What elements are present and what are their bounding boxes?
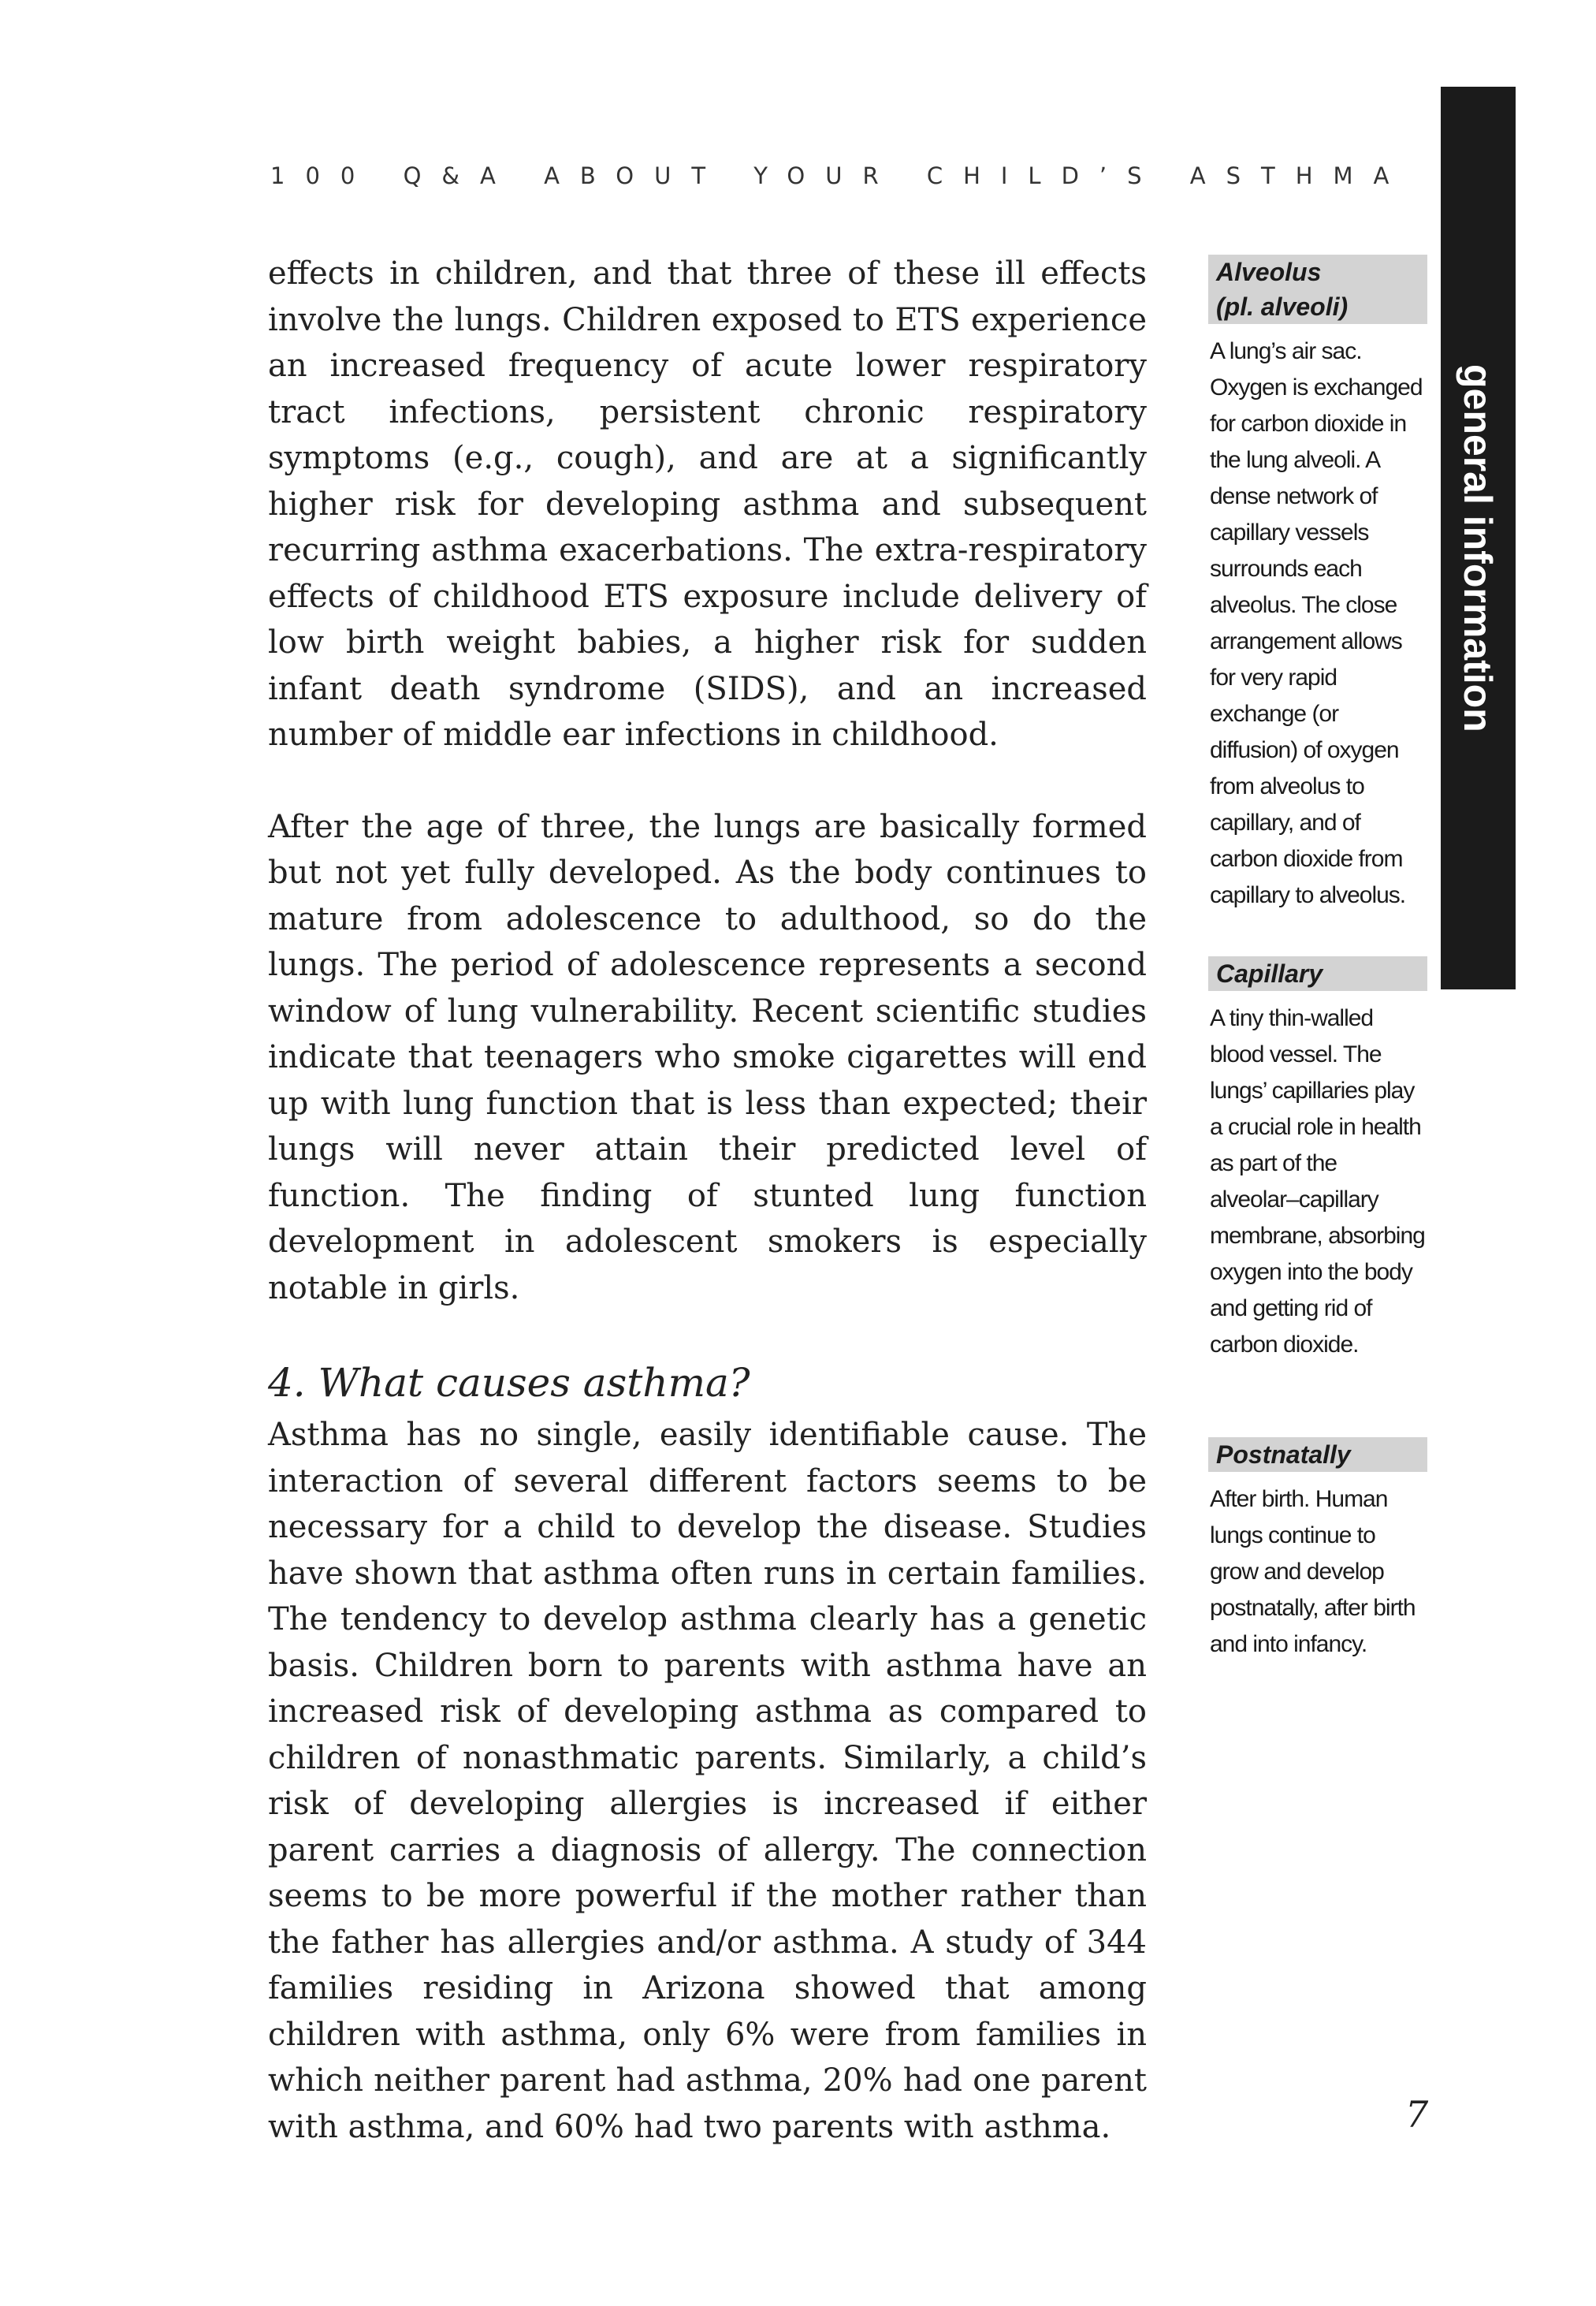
main-text-column xyxy=(268,251,1147,2150)
section-tab-label: general information xyxy=(1456,364,1500,732)
glossary-entry-capillary xyxy=(1208,956,1427,1363)
glossary-term-name: Alveolus xyxy=(1216,258,1322,286)
glossary-definition: A tiny thin-walled blood vessel. The lungs’ capillaries play a crucial role in health as part of the alveolar–capillary membrane, absorbing oxygen into the body and getting rid of carbon dioxide. xyxy=(1210,1005,1425,1358)
glossary-entry-postnatally xyxy=(1208,1437,1427,1663)
page-number: 7 xyxy=(1405,2093,1429,2136)
section-heading: 4. What causes asthma? xyxy=(268,1360,750,1406)
body-paragraph: Asthma has no single, easily identifiable cause. The interaction of several different factors seems to be necessary for a child to develop the disease. Studies have shown that asthma often runs in certain families. The tendency to develop asthma clearly has a genetic basis. Children born to parents with asthma have an increased risk of developing asthma as compared to children of nonasthmatic parents. Similarly, a child’s risk of developing allergies is increased if either parent carries a diagnosis of allergy. The connection seems to be more powerful if the mother rather than the father has allergies and/or asthma. A study of 344 families residing in Arizona showed that among children with asthma, only 6% were from families in which neither parent had asthma, 20% had one parent with asthma, and 60% had two parents with asthma. xyxy=(268,1417,1147,2145)
glossary-entry-alveolus xyxy=(1208,255,1427,914)
glossary-definition: After birth. Human lungs continue to grow and develop postnatally, after birth and into infancy. xyxy=(1210,1486,1416,1657)
body-paragraph: After the age of three, the lungs are basically formed but not yet fully developed. As the body continues to mature from adolescence to adulthood, so do the lungs. The period of adolescence represents a second window of lung vulnerability. Recent scientific studies indicate that teenagers who smoke cigarettes will end up with lung function that is less than expected; their lungs will never attain their predicted level of function. The finding of stunted lung function development in adolescent smokers is especially notable in girls. xyxy=(268,808,1147,1306)
glossary-term xyxy=(1208,255,1427,324)
running-head: 100 Q&A ABOUT YOUR CHILD’S ASTHMA xyxy=(270,162,1410,189)
body-paragraph: effects in children, and that three of these ill effects involve the lungs. Children exposed to ETS experience an increased frequency of acute lower respiratory tract infections, persistent chronic respiratory symptoms (e.g., cough), and are at a significantly higher risk for developing asthma and subsequent recurring asthma exacerbations. The extra-respiratory effects of childhood ETS exposure include delivery of low birth weight babies, a higher risk for sudden infant death syndrome (SIDS), and an increased number of middle ear infections in childhood. xyxy=(268,255,1147,753)
glossary-term-plural: (pl. alveoli) xyxy=(1216,292,1349,321)
glossary-definition: A lung’s air sac. Oxygen is exchanged for carbon dioxide in the lung alveoli. A dense network of capillary vessels surrounds each alveolus. The close arrangement allows for very rapid exchange (or diffusion) of oxygen from alveolus to capillary, and of carbon dioxide from capillary to alveolus. xyxy=(1210,338,1423,908)
glossary-term: Postnatally xyxy=(1208,1437,1427,1472)
glossary-term: Capillary xyxy=(1208,956,1427,991)
